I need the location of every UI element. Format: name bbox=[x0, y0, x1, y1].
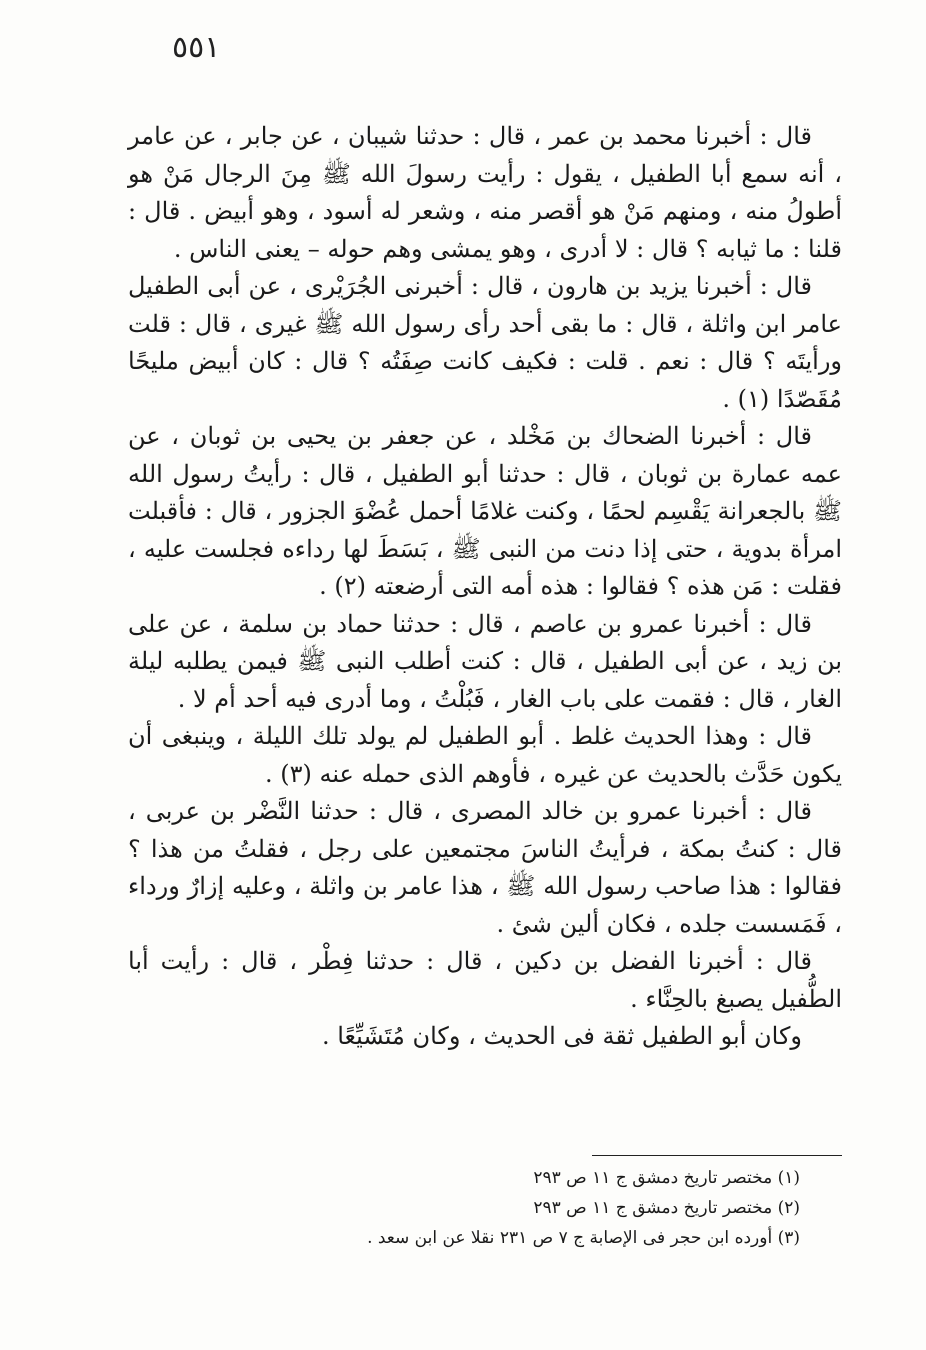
paragraph-6: قال : أخبرنا عمرو بن خالد المصرى ، قال : حدثنا النَّضْر بن عربى ، قال : كنتُ بمكة ، فرأيتُ الناسَ مجتمعين على رجل ، فقلتُ من هذا ؟ فقالوا : هذا صاحب رسول الله ﷺ ، هذا عامر بن واثلة ، وعليه إزارٌ ورداء ، فَمَسست جلده ، فكان ألين شئ . bbox=[128, 797, 842, 938]
paragraph-1: قال : أخبرنا محمد بن عمر ، قال : حدثنا شيبان ، عن جابر ، عن عامر ، أنه سمع أبا الطفيل ، يقول : رأيت رسولَ الله ﷺ مِنَ الرجال مَنْ هو أطولُ منه ، ومنهم مَنْ هو أقصر منه ، وشعر له أسود ، وهو أبيض . قال : قلنا : ما ثيابه ؟ قال : لا أدرى ، وهو يمشى وهم حوله – يعنى الناس . bbox=[128, 122, 842, 263]
paragraph-2: قال : أخبرنا يزيد بن هارون ، قال : أخبرنى الجُرَيْرى ، عن أبى الطفيل عامر ابن واثلة ، قال : ما بقى أحد رأى رسول الله ﷺ غيرى ، قال : قلت ورأيتَه ؟ قال : نعم . قلت : فكيف كانت صِفَتُه ؟ قال : كان أبيض مليحًا مُقَصّدًا (١) . bbox=[128, 272, 842, 413]
paragraph-7: قال : أخبرنا الفضل بن دكين ، قال : حدثنا فِطْر ، قال : رأيت أبا الطُّفيل يصبغ بالحِنَّاء . bbox=[128, 947, 842, 1013]
page-number: ٥٥١ bbox=[172, 30, 221, 65]
paragraph-3: قال : أخبرنا الضحاك بن مَخْلد ، عن جعفر بن يحيى بن ثوبان ، عن عمه عمارة بن ثوبان ، قال : حدثنا أبو الطفيل ، قال : رأيتُ رسول الله ﷺ بالجعرانة يَقْسِم لحمًا ، وكنت غلامًا أحمل عُضْوَ الجزور ، قال : فأقبلت امرأة بدوية ، حتى إذا دنت من النبى ﷺ ، بَسَطَ لها رداءه فجلست عليه ، فقلت : مَن هذه ؟ فقالوا : هذه أمه التى أرضعته (٢) . bbox=[128, 422, 842, 600]
footnote-3: (٣) أورده ابن حجر فى الإصابة ج ٧ ص ٢٣١ نقلا عن ابن سعد . bbox=[367, 1228, 800, 1248]
footnote-2: (٢) مختصر تاريخ دمشق ج ١١ ص ٢٩٣ bbox=[533, 1198, 800, 1218]
footnote-1: (١) مختصر تاريخ دمشق ج ١١ ص ٢٩٣ bbox=[533, 1168, 800, 1188]
paragraph-8: وكان أبو الطفيل ثقة فى الحديث ، وكان مُتَشَيِّعًا . bbox=[321, 1022, 802, 1050]
footnote-divider bbox=[592, 1155, 842, 1156]
paragraph-5: قال : وهذا الحديث غلط . أبو الطفيل لم يولد تلك الليلة ، وينبغى أن يكون حَدَّث بالحديث عن غيره ، فأوهم الذى حمله عنه (٣) . bbox=[128, 722, 842, 788]
paragraph-4: قال : أخبرنا عمرو بن عاصم ، قال : حدثنا حماد بن سلمة ، عن على بن زيد ، عن أبى الطفيل ، قال : كنت أطلب النبى ﷺ فيمن يطلبه ليلة الغار ، قال : فقمت على باب الغار ، فَبُلْتُ ، وما أدرى فيه أحد أم لا . bbox=[128, 609, 842, 713]
main-text bbox=[128, 118, 842, 1056]
footnotes bbox=[200, 1163, 800, 1253]
